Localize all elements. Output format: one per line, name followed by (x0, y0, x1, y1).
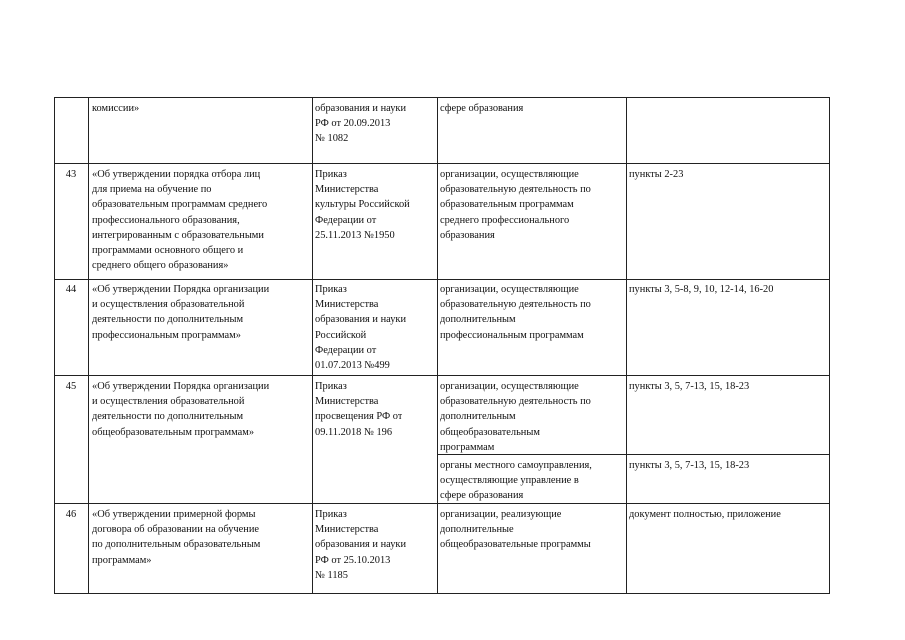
cell-act-document (315, 507, 406, 583)
cell-row-number: 43 (65, 169, 77, 180)
cell-subjects (440, 167, 591, 243)
text-line: документ полностью, приложение (629, 509, 781, 520)
text-line: Министерства (315, 299, 379, 311)
text-line: среднего профессионального (440, 214, 570, 226)
text-line: программами основного общего и (92, 245, 244, 257)
text-line: сфере образования (440, 103, 524, 114)
text-line: комиссии» (92, 103, 140, 114)
text-line: и осуществления образовательной (92, 396, 245, 408)
text-line: РФ от 25.10.2013 (315, 554, 391, 566)
text-line: № 1082 (315, 133, 349, 145)
text-line: пункты 3, 5, 7-13, 15, 18-23 (629, 381, 750, 392)
text-line: пункты 3, 5, 7-13, 15, 18-23 (629, 460, 750, 471)
text-line: организации, осуществляющие (440, 381, 579, 392)
text-line: образовательным программам (440, 199, 574, 211)
text-line: Федерации от (315, 344, 377, 356)
row-border (54, 97, 830, 98)
text-line: и осуществления образовательной (92, 299, 245, 311)
text-line: образования и науки (315, 314, 407, 326)
text-line: Министерства (315, 524, 379, 536)
text-line: организации, реализующие (440, 509, 562, 520)
text-line: общеобразовательным (440, 426, 540, 438)
text-line: общеобразовательные программы (440, 539, 591, 551)
cell-act-name (92, 379, 269, 440)
cell-row-number: 45 (65, 381, 77, 392)
text-line: 01.07.2013 №499 (315, 360, 390, 372)
text-line: деятельности по дополнительным (92, 411, 244, 423)
cell-subjects (440, 458, 592, 504)
text-line: РФ от 20.09.2013 (315, 118, 391, 130)
cell-row-number: 46 (65, 509, 77, 520)
text-line: по дополнительным образовательным (92, 539, 261, 551)
text-line: дополнительным (440, 314, 516, 326)
text-line: 09.11.2018 № 196 (315, 426, 393, 438)
text-line: профессиональным программам» (92, 329, 241, 341)
cell-requirements (629, 507, 781, 522)
text-line: дополнительным (440, 411, 516, 423)
text-line: профессионального образования, (92, 214, 240, 226)
text-line: образовательным программам среднего (92, 199, 268, 211)
text-line: «Об утверждении Порядка организации (92, 284, 270, 295)
text-line: профессиональным программам (440, 329, 584, 341)
text-line: пункты 3, 5-8, 9, 10, 12-14, 16-20 (629, 284, 774, 295)
cell-row-number: 44 (65, 284, 77, 295)
cell-requirements (629, 458, 749, 473)
text-line: «Об утверждении примерной формы (92, 509, 256, 520)
text-line: «Об утверждении Порядка организации (92, 381, 270, 392)
cell-act-document (315, 167, 410, 243)
cell-act-name (92, 167, 267, 273)
text-line: организации, осуществляющие (440, 169, 579, 180)
text-line: Приказ (315, 509, 347, 520)
text-line: образования и науки (315, 103, 407, 114)
text-line: 25.11.2013 №1950 (315, 229, 395, 241)
text-line: культуры Российской (315, 199, 410, 211)
text-line: сфере образования (440, 490, 524, 502)
text-line: осуществляющие управление в (440, 475, 579, 487)
column-border (312, 97, 313, 594)
text-line: образовательную деятельность по (440, 299, 591, 311)
text-line: «Об утверждении порядка отбора лиц (92, 169, 261, 180)
cell-requirements (629, 282, 773, 297)
column-border (829, 97, 830, 594)
text-line: образования (440, 229, 495, 241)
cell-act-name (92, 507, 260, 568)
text-line: программам (440, 441, 495, 453)
cell-act-document (315, 282, 406, 373)
cell-subjects (440, 507, 591, 553)
cell-act-name (92, 101, 139, 116)
cell-requirements (629, 167, 683, 182)
row-border (54, 163, 830, 164)
text-line: пункты 2-23 (629, 169, 684, 180)
cell-act-document (315, 379, 402, 440)
row-border (54, 593, 830, 594)
text-line: Российской (315, 329, 367, 341)
text-line: органы местного самоуправления, (440, 460, 592, 471)
text-line: просвещения РФ от (315, 411, 403, 423)
text-line: дополнительные (440, 524, 514, 536)
text-line: Министерства (315, 396, 379, 408)
row-border (54, 279, 830, 280)
cell-requirements (629, 379, 749, 394)
text-line: № 1185 (315, 569, 348, 581)
text-line: договора об образовании на обучение (92, 524, 260, 536)
text-line: Приказ (315, 381, 347, 392)
cell-subjects (440, 379, 591, 455)
cell-act-document (315, 101, 406, 147)
text-line: Приказ (315, 284, 347, 295)
text-line: образовательную деятельность по (440, 396, 591, 408)
text-line: организации, осуществляющие (440, 284, 579, 295)
text-line: среднего общего образования» (92, 260, 229, 272)
text-line: образовательную деятельность по (440, 184, 591, 196)
text-line: общеобразовательным программам» (92, 426, 255, 438)
text-line: Приказ (315, 169, 347, 180)
text-line: интегрированным с образовательными (92, 229, 264, 241)
column-border (437, 97, 438, 594)
cell-subjects (440, 282, 591, 343)
text-line: образования и науки (315, 539, 407, 551)
row-border (54, 375, 830, 376)
legal-acts-table (54, 97, 830, 594)
cell-subjects (440, 101, 523, 116)
cell-act-name (92, 282, 269, 343)
text-line: Федерации от (315, 214, 377, 226)
column-border (626, 97, 627, 594)
text-line: программам» (92, 554, 152, 566)
column-border (88, 97, 89, 594)
text-line: для приема на обучение по (92, 184, 212, 196)
text-line: Министерства (315, 184, 379, 196)
text-line: деятельности по дополнительным (92, 314, 244, 326)
